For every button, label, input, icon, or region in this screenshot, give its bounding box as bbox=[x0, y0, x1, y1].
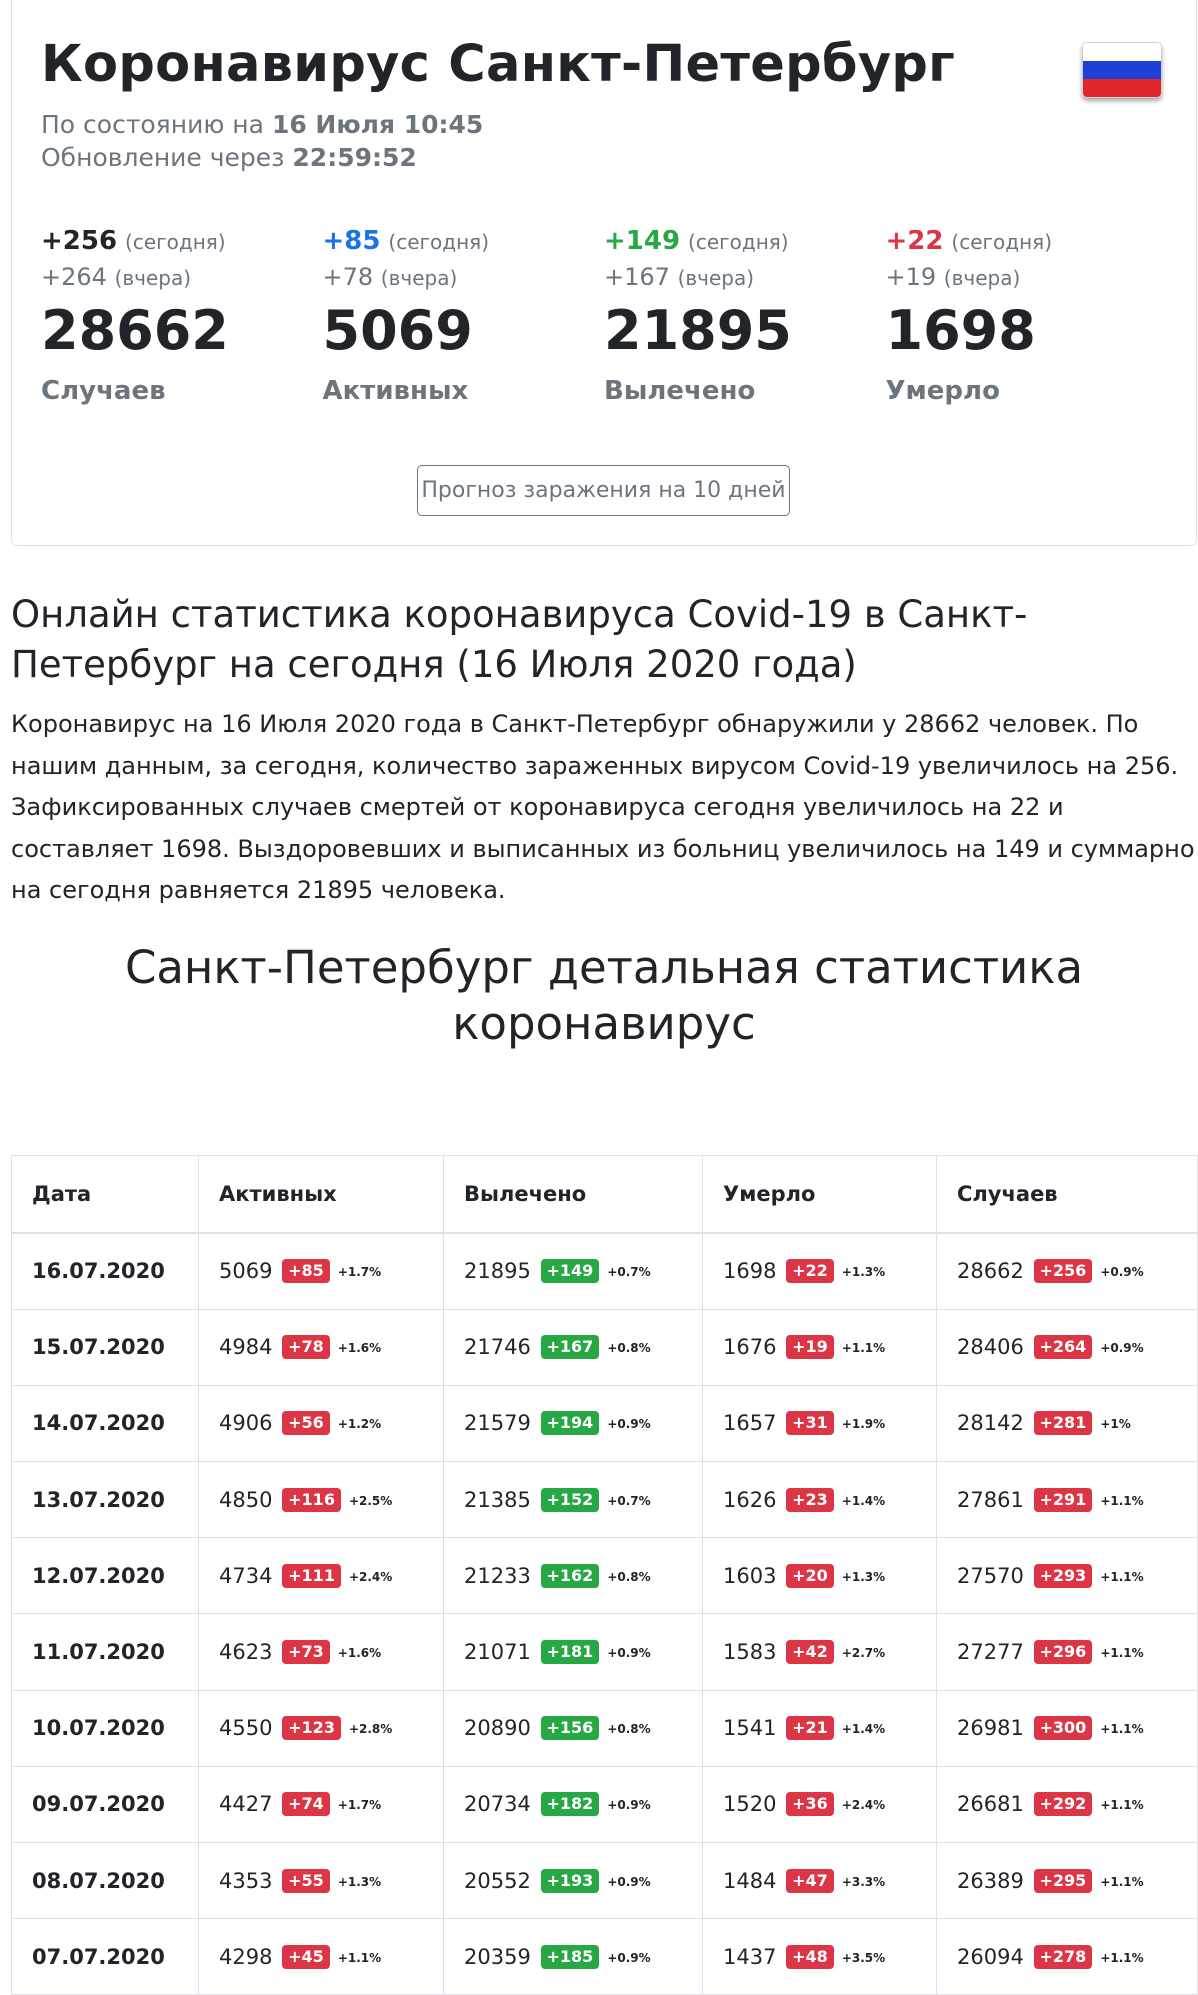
cell-cases bbox=[937, 1690, 1198, 1766]
stat-total: 28662 bbox=[41, 298, 323, 364]
delta-percent: +0.9% bbox=[607, 1951, 650, 1965]
cell-date: 15.07.2020 bbox=[12, 1309, 199, 1385]
cell-cases bbox=[937, 1309, 1198, 1385]
cell-value: 27570 bbox=[957, 1564, 1024, 1588]
delta-percent: +2.5% bbox=[349, 1494, 392, 1508]
stat-recovered bbox=[604, 224, 886, 406]
delta-percent: +1.6% bbox=[338, 1341, 381, 1355]
delta-percent: +1.1% bbox=[1100, 1951, 1143, 1965]
summary-card bbox=[11, 0, 1197, 546]
delta-percent: +0.9% bbox=[607, 1417, 650, 1431]
delta-badge: +78 bbox=[282, 1335, 330, 1359]
delta-badge: +264 bbox=[1034, 1335, 1093, 1359]
cell-value: 26389 bbox=[957, 1869, 1024, 1893]
delta-percent: +0.7% bbox=[607, 1265, 650, 1279]
delta-percent: +2.7% bbox=[842, 1646, 885, 1660]
delta-badge: +292 bbox=[1034, 1792, 1093, 1816]
stat-name: Активных bbox=[323, 376, 605, 406]
cell-value: 1676 bbox=[723, 1335, 776, 1359]
cell-date: 10.07.2020 bbox=[12, 1690, 199, 1766]
cell-active bbox=[199, 1843, 444, 1919]
header-recovered[interactable]: Вылечено bbox=[444, 1155, 703, 1233]
table-row bbox=[12, 1462, 1198, 1538]
stat-active bbox=[323, 224, 605, 406]
cell-date: 12.07.2020 bbox=[12, 1538, 199, 1614]
table-row bbox=[12, 1919, 1198, 1995]
cell-value: 26981 bbox=[957, 1716, 1024, 1740]
delta-badge: +36 bbox=[786, 1792, 834, 1816]
cell-value: 21579 bbox=[464, 1411, 531, 1435]
update-timer: 22:59:52 bbox=[292, 143, 416, 172]
delta-percent: +2.8% bbox=[349, 1722, 392, 1736]
delta-badge: +123 bbox=[282, 1716, 341, 1740]
delta-badge: +181 bbox=[541, 1640, 600, 1664]
header-active[interactable]: Активных bbox=[199, 1155, 444, 1233]
section-title: Санкт-Петербург детальная статистика коронавирус bbox=[11, 940, 1197, 1052]
cell-active bbox=[199, 1919, 444, 1995]
stats-row bbox=[41, 224, 1167, 406]
cell-value: 4623 bbox=[219, 1640, 272, 1664]
header-cases[interactable]: Случаев bbox=[937, 1155, 1198, 1233]
delta-percent: +0.8% bbox=[607, 1570, 650, 1584]
cell-date: 07.07.2020 bbox=[12, 1919, 199, 1995]
cell-value: 26094 bbox=[957, 1945, 1024, 1969]
cell-value: 28406 bbox=[957, 1335, 1024, 1359]
delta-percent: +0.9% bbox=[607, 1646, 650, 1660]
delta-percent: +1% bbox=[1100, 1417, 1130, 1431]
stat-yesterday-label: (вчера) bbox=[678, 266, 754, 290]
delta-percent: +0.9% bbox=[607, 1798, 650, 1812]
delta-percent: +1.7% bbox=[338, 1798, 381, 1812]
stat-yesterday-label: (вчера) bbox=[944, 266, 1020, 290]
cell-value: 21385 bbox=[464, 1488, 531, 1512]
cell-value: 1484 bbox=[723, 1869, 776, 1893]
delta-badge: +45 bbox=[282, 1945, 330, 1969]
delta-badge: +167 bbox=[541, 1335, 600, 1359]
delta-percent: +2.4% bbox=[349, 1570, 392, 1584]
cell-value: 27861 bbox=[957, 1488, 1024, 1512]
stat-name: Умерло bbox=[886, 376, 1168, 406]
cell-recovered bbox=[444, 1766, 703, 1842]
cell-deaths bbox=[703, 1766, 937, 1842]
cell-recovered bbox=[444, 1690, 703, 1766]
delta-badge: +185 bbox=[541, 1945, 600, 1969]
delta-badge: +152 bbox=[541, 1488, 600, 1512]
table-row bbox=[12, 1309, 1198, 1385]
stat-yesterday-label: (вчера) bbox=[381, 266, 457, 290]
cell-value: 20359 bbox=[464, 1945, 531, 1969]
stat-today-label: (сегодня) bbox=[125, 230, 226, 254]
table-row bbox=[12, 1385, 1198, 1461]
cell-date: 08.07.2020 bbox=[12, 1843, 199, 1919]
delta-badge: +295 bbox=[1034, 1869, 1093, 1893]
header-date[interactable]: Дата bbox=[12, 1155, 199, 1233]
status-date: 16 Июля 10:45 bbox=[272, 110, 483, 139]
stat-yesterday-value: +78 bbox=[323, 263, 374, 291]
cell-value: 1657 bbox=[723, 1411, 776, 1435]
cell-value: 4298 bbox=[219, 1945, 272, 1969]
delta-badge: +47 bbox=[786, 1869, 834, 1893]
cell-deaths bbox=[703, 1538, 937, 1614]
delta-percent: +1.1% bbox=[1100, 1875, 1143, 1889]
delta-badge: +281 bbox=[1034, 1411, 1093, 1435]
stat-name: Вылечено bbox=[604, 376, 886, 406]
cell-value: 28142 bbox=[957, 1411, 1024, 1435]
delta-percent: +0.8% bbox=[607, 1341, 650, 1355]
cell-active bbox=[199, 1462, 444, 1538]
delta-badge: +48 bbox=[786, 1945, 834, 1969]
delta-percent: +1.1% bbox=[1100, 1722, 1143, 1736]
cell-date: 16.07.2020 bbox=[12, 1233, 199, 1309]
cell-value: 5069 bbox=[219, 1259, 272, 1283]
table-row bbox=[12, 1766, 1198, 1842]
delta-badge: +19 bbox=[786, 1335, 834, 1359]
cell-cases bbox=[937, 1538, 1198, 1614]
delta-percent: +1.2% bbox=[338, 1417, 381, 1431]
delta-badge: +193 bbox=[541, 1869, 600, 1893]
forecast-button[interactable]: Прогноз заражения на 10 дней bbox=[417, 465, 790, 516]
cell-value: 4984 bbox=[219, 1335, 272, 1359]
table-row bbox=[12, 1538, 1198, 1614]
cell-value: 1603 bbox=[723, 1564, 776, 1588]
delta-badge: +23 bbox=[786, 1488, 834, 1512]
stat-yesterday-value: +264 bbox=[41, 263, 107, 291]
delta-badge: +74 bbox=[282, 1792, 330, 1816]
delta-percent: +1.1% bbox=[1100, 1798, 1143, 1812]
cell-value: 4906 bbox=[219, 1411, 272, 1435]
cell-date: 09.07.2020 bbox=[12, 1766, 199, 1842]
table-row bbox=[12, 1843, 1198, 1919]
cell-value: 21233 bbox=[464, 1564, 531, 1588]
article-paragraph: Коронавирус на 16 Июля 2020 года в Санкт-Петербург обнаружили у 28662 человек. По нашим данным, за сегодня, количество зараженных вирусом Covid-19 увеличилось на 256. Зафиксированных случаев смертей от коронавируса сегодня увеличилось на 22 и составляет 1698. Выздоровевших и выписанных из больниц увеличилось на 149 и суммарно на сегодня равняется 21895 человека. bbox=[11, 704, 1197, 912]
delta-badge: +73 bbox=[282, 1640, 330, 1664]
cell-recovered bbox=[444, 1309, 703, 1385]
cell-value: 4353 bbox=[219, 1869, 272, 1893]
cell-active bbox=[199, 1385, 444, 1461]
page-title: Коронавирус Санкт-Петербург bbox=[41, 34, 1167, 96]
cell-deaths bbox=[703, 1385, 937, 1461]
cell-value: 1698 bbox=[723, 1259, 776, 1283]
delta-badge: +278 bbox=[1034, 1945, 1093, 1969]
table-header-row bbox=[12, 1155, 1198, 1233]
delta-percent: +1.1% bbox=[1100, 1570, 1143, 1584]
stat-total: 21895 bbox=[604, 298, 886, 364]
delta-badge: +293 bbox=[1034, 1564, 1093, 1588]
cell-deaths bbox=[703, 1843, 937, 1919]
cell-active bbox=[199, 1538, 444, 1614]
cell-cases bbox=[937, 1919, 1198, 1995]
delta-percent: +0.7% bbox=[607, 1494, 650, 1508]
delta-badge: +22 bbox=[786, 1259, 834, 1283]
delta-badge: +182 bbox=[541, 1792, 600, 1816]
article bbox=[11, 590, 1197, 1052]
delta-badge: +56 bbox=[282, 1411, 330, 1435]
delta-percent: +3.5% bbox=[842, 1951, 885, 1965]
update-prefix: Обновление через bbox=[41, 143, 284, 172]
delta-percent: +1.4% bbox=[842, 1722, 885, 1736]
stat-today-label: (сегодня) bbox=[688, 230, 789, 254]
delta-badge: +116 bbox=[282, 1488, 341, 1512]
header-deaths[interactable]: Умерло bbox=[703, 1155, 937, 1233]
cell-value: 28662 bbox=[957, 1259, 1024, 1283]
stat-today-value: +22 bbox=[886, 226, 944, 256]
stat-name: Случаев bbox=[41, 376, 323, 406]
cell-cases bbox=[937, 1766, 1198, 1842]
cell-active bbox=[199, 1309, 444, 1385]
stat-yesterday-value: +19 bbox=[886, 263, 937, 291]
cell-value: 1437 bbox=[723, 1945, 776, 1969]
cell-cases bbox=[937, 1462, 1198, 1538]
cell-date: 11.07.2020 bbox=[12, 1614, 199, 1690]
cell-date: 14.07.2020 bbox=[12, 1385, 199, 1461]
cell-deaths bbox=[703, 1462, 937, 1538]
cell-value: 27277 bbox=[957, 1640, 1024, 1664]
cell-cases bbox=[937, 1385, 1198, 1461]
delta-badge: +55 bbox=[282, 1869, 330, 1893]
delta-percent: +0.9% bbox=[607, 1875, 650, 1889]
delta-badge: +256 bbox=[1034, 1259, 1093, 1283]
cell-recovered bbox=[444, 1614, 703, 1690]
cell-value: 1541 bbox=[723, 1716, 776, 1740]
russia-flag-icon bbox=[1082, 42, 1162, 98]
cell-value: 1626 bbox=[723, 1488, 776, 1512]
table-row bbox=[12, 1690, 1198, 1766]
cell-cases bbox=[937, 1614, 1198, 1690]
table-body bbox=[12, 1233, 1198, 1995]
stat-today-label: (сегодня) bbox=[388, 230, 489, 254]
cell-recovered bbox=[444, 1462, 703, 1538]
delta-badge: +296 bbox=[1034, 1640, 1093, 1664]
cell-recovered bbox=[444, 1919, 703, 1995]
delta-badge: +20 bbox=[786, 1564, 834, 1588]
cell-value: 20734 bbox=[464, 1792, 531, 1816]
stat-deaths bbox=[886, 224, 1168, 406]
delta-badge: +291 bbox=[1034, 1488, 1093, 1512]
delta-badge: +194 bbox=[541, 1411, 600, 1435]
cell-active bbox=[199, 1766, 444, 1842]
cell-value: 21071 bbox=[464, 1640, 531, 1664]
cell-value: 1520 bbox=[723, 1792, 776, 1816]
delta-percent: +1.6% bbox=[338, 1646, 381, 1660]
article-heading: Онлайн статистика коронавируса Covid-19 в Санкт-Петербург на сегодня (16 Июля 2020 года) bbox=[11, 590, 1197, 690]
delta-badge: +149 bbox=[541, 1259, 600, 1283]
stat-today-value: +256 bbox=[41, 226, 117, 256]
stat-today-value: +85 bbox=[323, 226, 381, 256]
stats-table-wrap bbox=[11, 1155, 1197, 1995]
cell-deaths bbox=[703, 1690, 937, 1766]
delta-percent: +1.1% bbox=[338, 1951, 381, 1965]
delta-percent: +1.1% bbox=[1100, 1494, 1143, 1508]
cell-value: 26681 bbox=[957, 1792, 1024, 1816]
cell-value: 20552 bbox=[464, 1869, 531, 1893]
delta-percent: +1.1% bbox=[1100, 1646, 1143, 1660]
delta-percent: +0.9% bbox=[1100, 1265, 1143, 1279]
delta-percent: +1.4% bbox=[842, 1494, 885, 1508]
cell-deaths bbox=[703, 1919, 937, 1995]
cell-active bbox=[199, 1614, 444, 1690]
cell-recovered bbox=[444, 1385, 703, 1461]
cell-value: 21895 bbox=[464, 1259, 531, 1283]
cell-recovered bbox=[444, 1233, 703, 1309]
delta-percent: +1.7% bbox=[338, 1265, 381, 1279]
stats-table bbox=[11, 1155, 1198, 1995]
table-row bbox=[12, 1233, 1198, 1309]
cell-deaths bbox=[703, 1614, 937, 1690]
delta-percent: +1.3% bbox=[842, 1570, 885, 1584]
delta-percent: +1.1% bbox=[842, 1341, 885, 1355]
cell-value: 4734 bbox=[219, 1564, 272, 1588]
table-row bbox=[12, 1614, 1198, 1690]
delta-badge: +111 bbox=[282, 1564, 341, 1588]
cell-recovered bbox=[444, 1538, 703, 1614]
cell-date: 13.07.2020 bbox=[12, 1462, 199, 1538]
stat-yesterday-label: (вчера) bbox=[115, 266, 191, 290]
delta-percent: +0.8% bbox=[607, 1722, 650, 1736]
cell-deaths bbox=[703, 1233, 937, 1309]
cell-value: 4550 bbox=[219, 1716, 272, 1740]
stat-total: 5069 bbox=[323, 298, 605, 364]
delta-badge: +31 bbox=[786, 1411, 834, 1435]
delta-badge: +300 bbox=[1034, 1716, 1093, 1740]
delta-percent: +3.3% bbox=[842, 1875, 885, 1889]
cell-cases bbox=[937, 1843, 1198, 1919]
cell-value: 1583 bbox=[723, 1640, 776, 1664]
delta-percent: +2.4% bbox=[842, 1798, 885, 1812]
delta-badge: +85 bbox=[282, 1259, 330, 1283]
delta-badge: +42 bbox=[786, 1640, 834, 1664]
stat-cases bbox=[41, 224, 323, 406]
cell-recovered bbox=[444, 1843, 703, 1919]
delta-percent: +1.3% bbox=[842, 1265, 885, 1279]
delta-percent: +1.3% bbox=[338, 1875, 381, 1889]
status-meta bbox=[41, 108, 1167, 174]
cell-active bbox=[199, 1690, 444, 1766]
cell-cases bbox=[937, 1233, 1198, 1309]
stat-today-value: +149 bbox=[604, 226, 680, 256]
delta-badge: +21 bbox=[786, 1716, 834, 1740]
delta-percent: +1.9% bbox=[842, 1417, 885, 1431]
cell-value: 21746 bbox=[464, 1335, 531, 1359]
cell-active bbox=[199, 1233, 444, 1309]
cell-value: 4850 bbox=[219, 1488, 272, 1512]
cell-value: 20890 bbox=[464, 1716, 531, 1740]
delta-badge: +156 bbox=[541, 1716, 600, 1740]
delta-percent: +0.9% bbox=[1100, 1341, 1143, 1355]
stat-yesterday-value: +167 bbox=[604, 263, 670, 291]
status-prefix: По состоянию на bbox=[41, 110, 264, 139]
stat-today-label: (сегодня) bbox=[951, 230, 1052, 254]
stat-total: 1698 bbox=[886, 298, 1168, 364]
cell-deaths bbox=[703, 1309, 937, 1385]
cell-value: 4427 bbox=[219, 1792, 272, 1816]
delta-badge: +162 bbox=[541, 1564, 600, 1588]
